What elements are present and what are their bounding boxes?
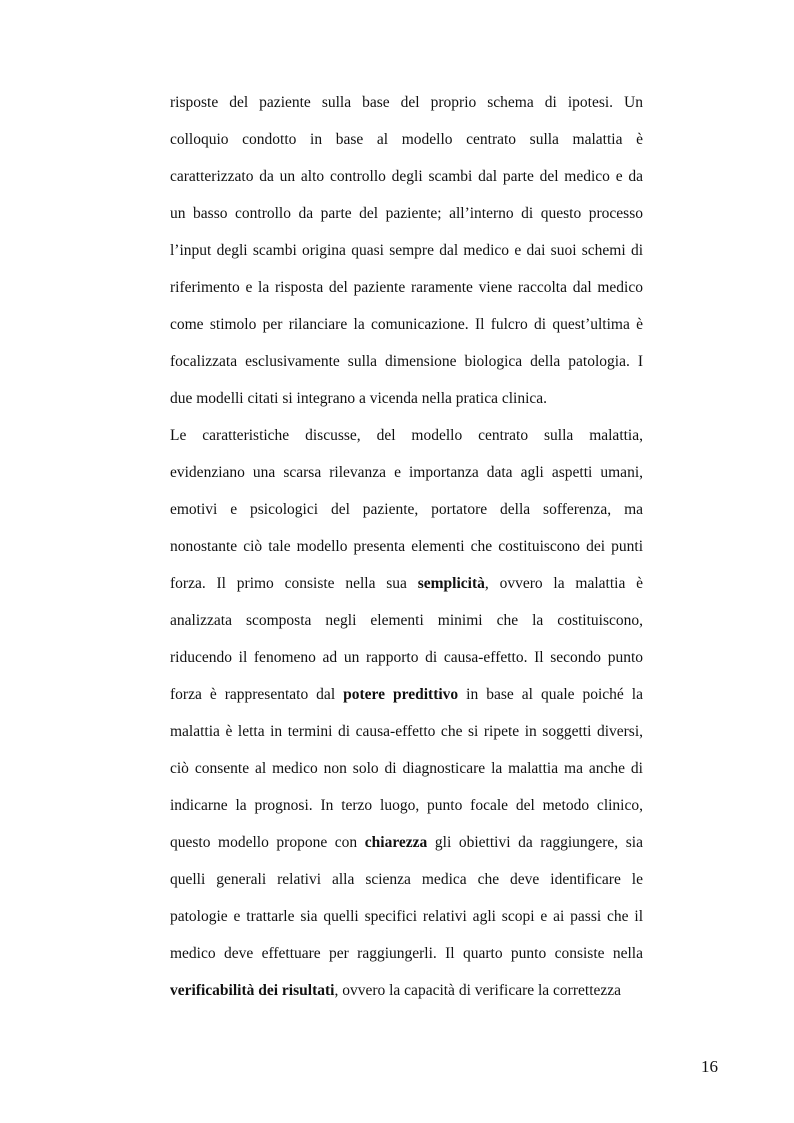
text-line xyxy=(170,199,643,236)
bold-term: chiarezza xyxy=(364,834,428,851)
text-line xyxy=(170,865,643,902)
text-line xyxy=(170,125,643,162)
text-segment: malattia è letta in termini di causa-effetto che si ripete in soggetti diversi, xyxy=(170,723,643,740)
text-line xyxy=(170,976,643,1013)
text-line xyxy=(170,606,643,643)
text-segment: l’input degli scambi origina quasi sempre dal medico e dai suoi schemi di xyxy=(170,242,643,259)
bold-term: potere predittivo xyxy=(343,686,459,703)
page-number: 16 xyxy=(701,1057,718,1076)
text-line xyxy=(170,680,643,717)
text-segment: patologie e trattarle sia quelli specifici relativi agli scopi e ai passi che il xyxy=(170,908,643,925)
text-line xyxy=(170,384,643,421)
text-segment: ciò consente al medico non solo di diagnosticare la malattia ma anche di xyxy=(170,760,643,777)
text-segment: forza. Il primo consiste nella sua xyxy=(170,575,418,592)
text-line xyxy=(170,902,643,939)
text-segment: come stimolo per rilanciare la comunicazione. Il fulcro di quest’ultima è xyxy=(170,316,643,333)
text-line xyxy=(170,643,643,680)
text-segment: , ovvero la capacità di verificare la correttezza xyxy=(334,982,622,999)
text-segment: analizzata scomposta negli elementi minimi che la costituiscono, xyxy=(170,612,643,629)
text-segment: caratterizzato da un alto controllo degli scambi dal parte del medico e da xyxy=(170,168,643,185)
text-segment: gli obiettivi da raggiungere, sia xyxy=(427,834,643,851)
text-segment: Le caratteristiche discusse, del modello centrato sulla malattia, xyxy=(170,427,643,444)
text-segment: emotivi e psicologici del paziente, portatore della sofferenza, ma xyxy=(170,501,643,518)
text-segment: due modelli citati si integrano a vicenda nella pratica clinica. xyxy=(170,390,548,407)
text-line xyxy=(170,754,643,791)
text-line xyxy=(170,162,643,199)
text-segment: forza è rappresentato dal xyxy=(170,686,344,703)
text-line xyxy=(170,310,643,347)
text-line xyxy=(170,421,643,458)
text-line xyxy=(170,532,643,569)
text-line xyxy=(170,717,643,754)
text-segment: in base al quale poiché la xyxy=(458,686,643,703)
text-line xyxy=(170,939,643,976)
text-segment: nonostante ciò tale modello presenta elementi che costituiscono dei punti xyxy=(170,538,643,555)
text-line xyxy=(170,828,643,865)
text-segment: medico deve effettuare per raggiungerli. Il quarto punto consiste nella xyxy=(170,945,643,962)
text-segment: risposte del paziente sulla base del proprio schema di ipotesi. Un xyxy=(170,94,643,111)
bold-term: semplicità xyxy=(417,575,485,592)
text-segment: riferimento e la risposta del paziente raramente viene raccolta dal medico xyxy=(170,279,643,296)
bold-term: verificabilità dei risultati xyxy=(170,982,335,999)
text-segment: un basso controllo da parte del paziente; all’interno di questo processo xyxy=(170,205,643,222)
text-segment: colloquio condotto in base al modello centrato sulla malattia è xyxy=(170,131,643,148)
text-segment: questo modello propone con xyxy=(170,834,365,851)
text-line xyxy=(170,88,643,125)
text-segment: riducendo il fenomeno ad un rapporto di causa-effetto. Il secondo punto xyxy=(170,649,643,666)
text-segment: quelli generali relativi alla scienza medica che deve identificare le xyxy=(170,871,643,888)
text-line xyxy=(170,791,643,828)
text-segment: , ovvero la malattia è xyxy=(484,575,643,592)
text-line xyxy=(170,236,643,273)
text-line xyxy=(170,569,643,606)
text-segment: focalizzata esclusivamente sulla dimensione biologica della patologia. I xyxy=(170,353,643,370)
text-segment: evidenziano una scarsa rilevanza e importanza data agli aspetti umani, xyxy=(170,464,643,481)
text-line xyxy=(170,495,643,532)
text-line xyxy=(170,273,643,310)
text-line xyxy=(170,347,643,384)
text-segment: indicarne la prognosi. In terzo luogo, punto focale del metodo clinico, xyxy=(170,797,643,814)
body-text xyxy=(170,88,643,1013)
text-line xyxy=(170,458,643,495)
